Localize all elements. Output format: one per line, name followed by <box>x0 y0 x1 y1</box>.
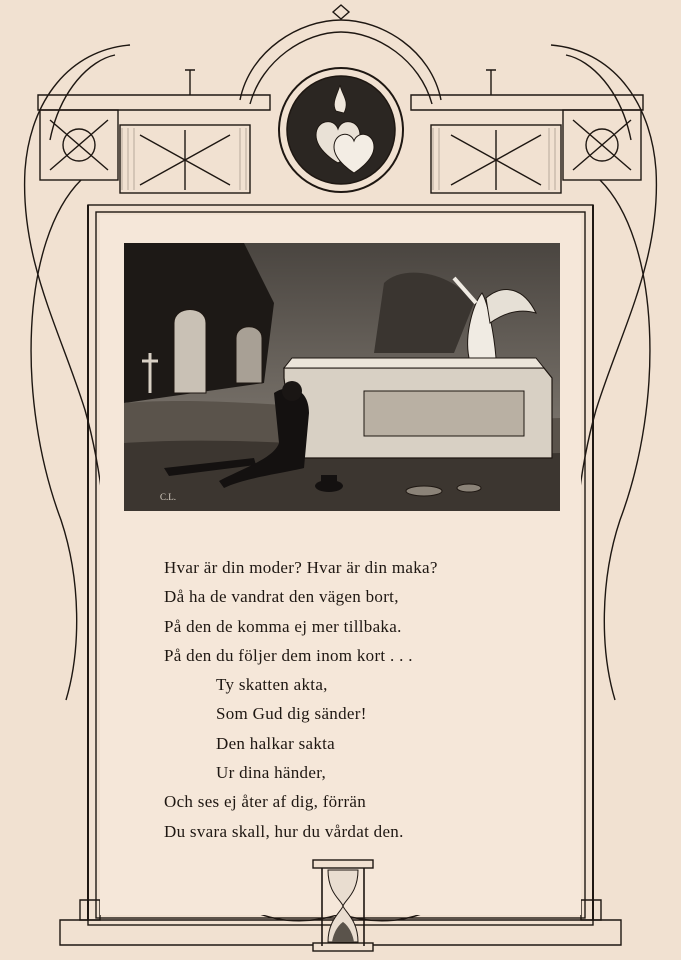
poem-line: Hvar är din moder? Hvar är din maka? <box>164 558 438 577</box>
poem-line: Du svara skall, hur du vårdat den. <box>164 821 404 841</box>
poem-line: Ur dina händer, <box>216 763 327 783</box>
poem-line: Ty skatten akta, <box>216 675 328 695</box>
graveyard-illustration <box>124 243 560 511</box>
illustration-signature: C.L. <box>160 492 177 502</box>
poem-line: På den du följer dem inom kort . . . <box>164 645 413 665</box>
poem-line: På den de komma ej mer tillbaka. <box>164 616 402 636</box>
hourglass-icon <box>308 858 378 953</box>
poem-line: Och ses ej åter af dig, förrän <box>164 792 367 812</box>
two-hearts-icon <box>276 65 406 195</box>
poem-line: Den halkar sakta <box>216 733 336 753</box>
poem-text <box>164 553 564 846</box>
poem-line: Som Gud dig sänder! <box>216 704 367 724</box>
poem-line: Då ha de vandrat den vägen bort, <box>164 587 399 607</box>
